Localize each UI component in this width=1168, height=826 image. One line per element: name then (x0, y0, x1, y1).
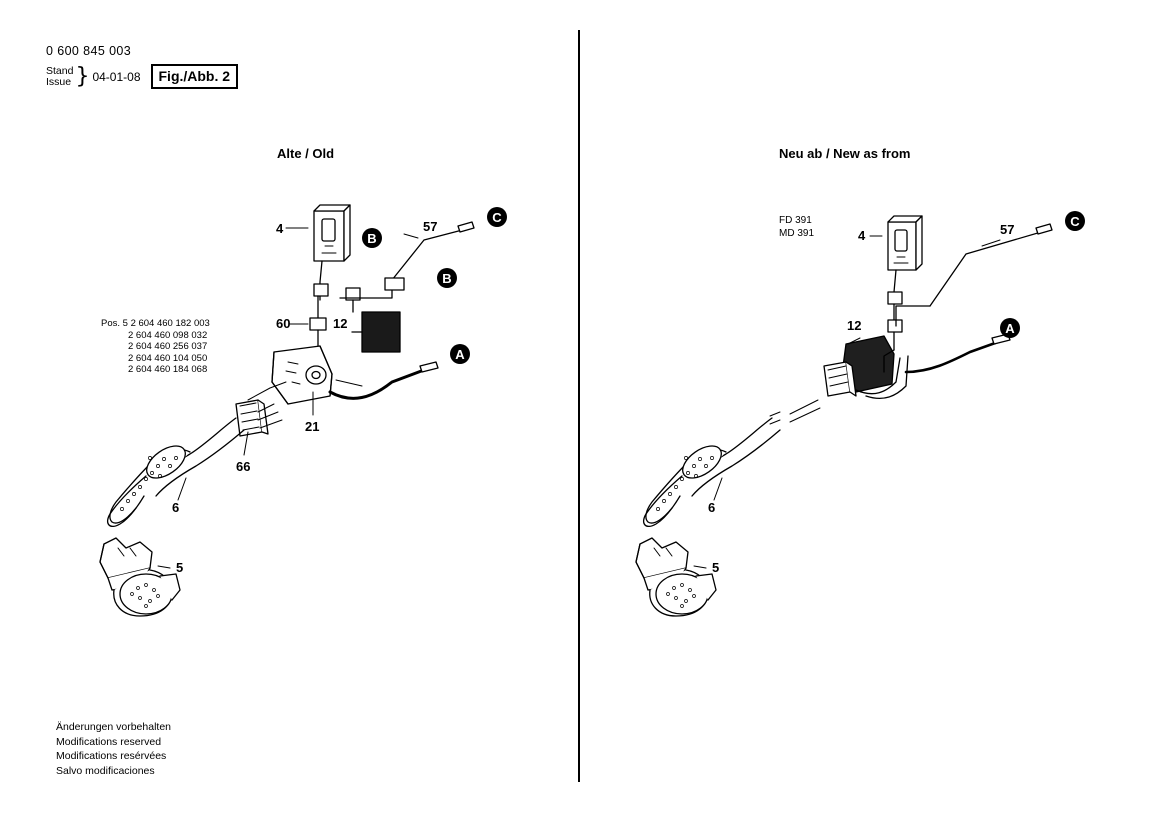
pos-line: Pos. 5 2 604 460 182 003 (101, 318, 210, 329)
left-leader-12 (336, 380, 362, 386)
left-column-title: Alte / Old (277, 146, 335, 161)
left-leader-57 (404, 234, 418, 238)
right-callout-12: 12 (847, 318, 862, 333)
left-switch-module-4 (314, 205, 350, 261)
right-letter-a: A (1000, 318, 1020, 338)
figure-label-box: Fig./Abb. 2 (151, 64, 239, 89)
pos-line: 2 604 460 098 032 (128, 329, 208, 341)
issue-date: 04-01-08 (92, 69, 141, 84)
md-code: MD 391 (779, 228, 815, 239)
left-letter-c: C (487, 207, 507, 227)
right-callout-5: 5 (712, 560, 720, 575)
footer-line-de: Änderungen vorbehalten (56, 721, 172, 733)
left-connector-b1 (385, 278, 404, 290)
left-terminal-a (420, 362, 438, 372)
right-switch-module-4 (888, 216, 922, 270)
right-terminal-c (1036, 224, 1052, 234)
pos-line: 2 604 460 256 037 (128, 341, 208, 352)
left-connector-60 (310, 318, 326, 330)
left-part-12-block (362, 312, 400, 352)
issue-label: Issue (46, 75, 72, 88)
left-callout-66: 66 (236, 459, 251, 474)
left-callout-12: 12 (333, 316, 348, 331)
right-harness-wires (790, 400, 820, 422)
right-letter-c: C (1065, 211, 1085, 231)
pos-line: 2 604 460 184 068 (128, 364, 208, 375)
pos-line: 2 604 460 104 050 (128, 352, 208, 364)
left-callout-57: 57 (423, 219, 438, 234)
right-cable-a (906, 342, 998, 372)
right-leader-6 (714, 478, 722, 500)
left-letter-a: A (450, 344, 470, 364)
right-assembly-drawing (636, 216, 1052, 616)
left-leader-6 (178, 478, 186, 500)
left-connector-60a (314, 284, 328, 296)
right-connector-a1 (888, 292, 902, 304)
left-callout-4: 4 (276, 221, 284, 236)
left-callout-21: 21 (305, 419, 320, 434)
left-callout-5: 5 (176, 560, 184, 575)
brace-glyph: } (75, 63, 90, 89)
left-letter-b-lower: B (437, 268, 457, 288)
right-callout-4: 4 (858, 228, 866, 243)
left-terminal-c (458, 222, 474, 232)
right-lead-4 (894, 270, 896, 292)
stand-label: Stand (46, 64, 74, 77)
fd-code: FD 391 (779, 215, 812, 226)
footer-line-en: Modifications reserved (56, 735, 162, 748)
right-cable-57 (930, 230, 1048, 306)
left-callout-60: 60 (276, 316, 291, 331)
left-leader-5 (158, 566, 170, 568)
right-callout-6: 6 (708, 500, 716, 515)
left-cable-57 (392, 228, 470, 280)
footer-line-fr: Modifications resérvées (56, 750, 167, 762)
left-plug-5 (100, 538, 180, 616)
left-cable-a (330, 370, 424, 398)
left-assembly-drawing (100, 205, 474, 616)
right-leader-5 (694, 566, 706, 568)
right-column-title: Neu ab / New as from (779, 146, 911, 161)
right-callout-57: 57 (1000, 222, 1015, 237)
footer-line-es: Salvo modificaciones (56, 764, 155, 777)
left-motor-housing-21 (272, 346, 332, 404)
left-callout-6: 6 (172, 500, 180, 515)
right-connector-a2 (888, 320, 902, 332)
right-plug-5 (636, 538, 716, 616)
left-letter-b-upper: B (362, 228, 382, 248)
part-number: 0 600 845 003 (46, 44, 132, 58)
